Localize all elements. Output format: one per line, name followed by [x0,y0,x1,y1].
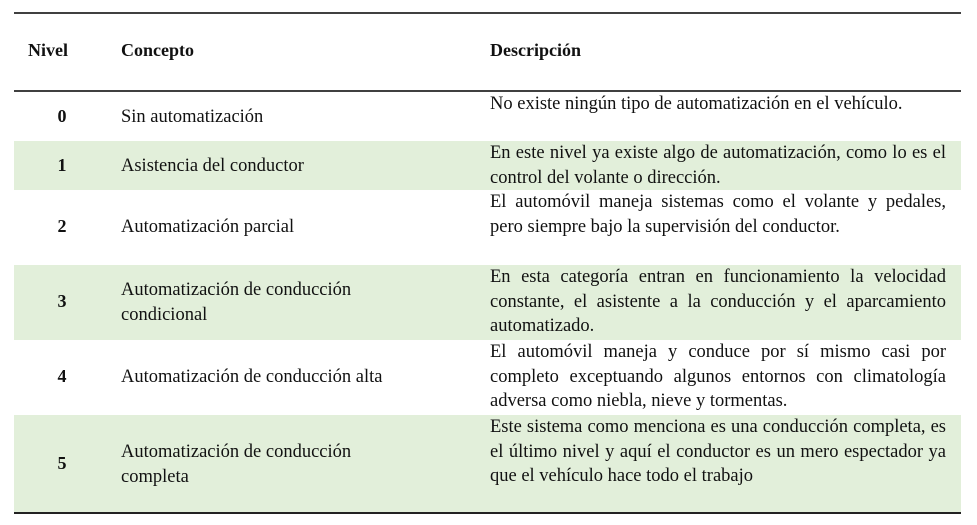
level-concept: Automatización de conducción alta [121,367,383,387]
table-row [14,190,961,265]
table-bottom-rule [14,512,961,514]
header-nivel: Nivel [28,40,68,60]
level-concept: Automatización de conducción condicional [121,280,352,325]
level-number: 2 [57,216,67,236]
level-concept: Automatización de conducción completa [121,442,352,487]
table-row [14,141,961,190]
level-number: 0 [57,106,67,126]
level-description: El automóvil maneja y conduce por sí mismo casi por completo exceptuando algunos entornos con climatología adversa como niebla, nieve y tormentas. [490,342,946,411]
level-description: Este sistema como menciona es una conducción completa, es el último nivel y aquí el conductor es un mero espectador ya que el vehículo hace todo el trabajo [490,417,946,486]
level-description: No existe ningún tipo de automatización en el vehículo. [490,94,903,114]
table-top-rule [14,12,961,14]
level-concept: Automatización parcial [121,217,295,237]
header-descripcion: Descripción [490,40,581,60]
level-concept: Asistencia del conductor [121,156,304,176]
table-row [14,92,961,141]
level-description: En esta categoría entran en funcionamiento la velocidad constante, el asistente a la conducción y el aparcamiento automatizado. [490,267,946,336]
level-number: 4 [57,366,67,386]
table-row [14,265,961,340]
header-concepto: Concepto [121,40,194,60]
level-number: 1 [57,155,67,175]
level-number: 5 [57,453,67,473]
level-description: En este nivel ya existe algo de automatización, como lo es el control del volante o dirección. [490,143,946,188]
table-row [14,340,961,415]
level-description: El automóvil maneja sistemas como el volante y pedales, pero siempre bajo la supervisión del conductor. [490,192,946,237]
level-number: 3 [57,291,67,311]
level-concept: Sin automatización [121,107,264,127]
table-row [14,415,961,513]
